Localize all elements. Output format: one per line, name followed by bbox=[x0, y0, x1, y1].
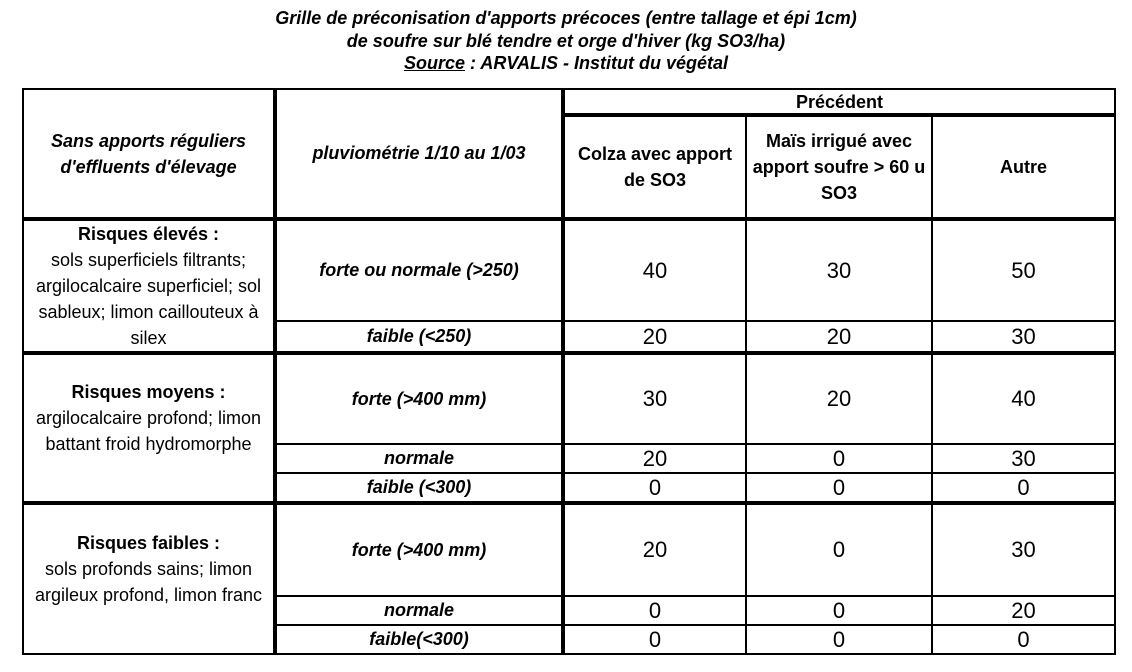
header-col-mais: Maïs irrigué avec apport soufre > 60 u SO3 bbox=[746, 115, 932, 219]
value-cell: 0 bbox=[746, 473, 932, 503]
recommendation-table bbox=[22, 88, 1116, 655]
risk-description: sols superficiels filtrants; argilocalcaire superficiel; sol sableux; limon caillouteux à silex bbox=[35, 250, 262, 348]
risk-title: Risques moyens : bbox=[71, 382, 226, 402]
title-source bbox=[0, 52, 1132, 75]
source-label: Source bbox=[403, 53, 465, 73]
value-cell: 0 bbox=[563, 625, 746, 654]
header-col-colza: Colza avec apport de SO3 bbox=[563, 115, 746, 219]
risk-group-high bbox=[23, 219, 275, 353]
value-cell: 0 bbox=[563, 473, 746, 503]
risk-description: argilocalcaire profond; limon battant froid hydromorphe bbox=[35, 408, 262, 454]
value-cell: 0 bbox=[746, 503, 932, 596]
value-cell: 20 bbox=[563, 503, 746, 596]
value-cell: 40 bbox=[932, 353, 1115, 444]
title-line-1: Grille de préconisation d'apports précoces (entre tallage et épi 1cm) bbox=[275, 8, 857, 28]
value-cell: 20 bbox=[746, 353, 932, 444]
risk-description: sols profonds sains; limon argileux profond, limon franc bbox=[34, 559, 263, 605]
risk-group-low bbox=[23, 503, 275, 654]
value-cell: 0 bbox=[563, 596, 746, 625]
value-cell: 50 bbox=[932, 219, 1115, 321]
value-cell: 20 bbox=[932, 596, 1115, 625]
value-cell: 0 bbox=[932, 473, 1115, 503]
risk-title: Risques élevés : bbox=[77, 224, 220, 244]
value-cell: 0 bbox=[746, 625, 932, 654]
value-cell: 30 bbox=[932, 444, 1115, 473]
value-cell: 0 bbox=[932, 625, 1115, 654]
rainfall-cell: forte (>400 mm) bbox=[275, 353, 563, 444]
header-rainfall: pluviométrie 1/10 au 1/03 bbox=[275, 89, 563, 219]
rainfall-cell: normale bbox=[275, 596, 563, 625]
header-precedent: Précédent bbox=[563, 89, 1115, 115]
rainfall-cell: normale bbox=[275, 444, 563, 473]
risk-group-medium bbox=[23, 353, 275, 503]
value-cell: 20 bbox=[563, 321, 746, 353]
document-title bbox=[0, 7, 1132, 75]
value-cell: 30 bbox=[563, 353, 746, 444]
rainfall-cell: forte (>400 mm) bbox=[275, 503, 563, 596]
risk-title: Risques faibles : bbox=[76, 533, 221, 553]
value-cell: 30 bbox=[932, 503, 1115, 596]
source-text: : ARVALIS - Institut du végétal bbox=[465, 53, 729, 73]
value-cell: 30 bbox=[932, 321, 1115, 353]
value-cell: 20 bbox=[746, 321, 932, 353]
value-cell: 0 bbox=[746, 444, 932, 473]
value-cell: 40 bbox=[563, 219, 746, 321]
value-cell: 0 bbox=[746, 596, 932, 625]
rainfall-cell: forte ou normale (>250) bbox=[275, 219, 563, 321]
table-row bbox=[23, 353, 1115, 444]
table-row bbox=[23, 503, 1115, 596]
value-cell: 30 bbox=[746, 219, 932, 321]
header-effluents: Sans apports réguliers d'effluents d'élevage bbox=[23, 89, 275, 219]
rainfall-cell: faible(<300) bbox=[275, 625, 563, 654]
title-line-2: de soufre sur blé tendre et orge d'hiver (kg SO3/ha) bbox=[346, 30, 786, 51]
value-cell: 20 bbox=[563, 444, 746, 473]
header-col-autre: Autre bbox=[932, 115, 1115, 219]
table-row bbox=[23, 219, 1115, 321]
rainfall-cell: faible (<250) bbox=[275, 321, 563, 353]
header-row-1 bbox=[23, 89, 1115, 115]
rainfall-cell: faible (<300) bbox=[275, 473, 563, 503]
